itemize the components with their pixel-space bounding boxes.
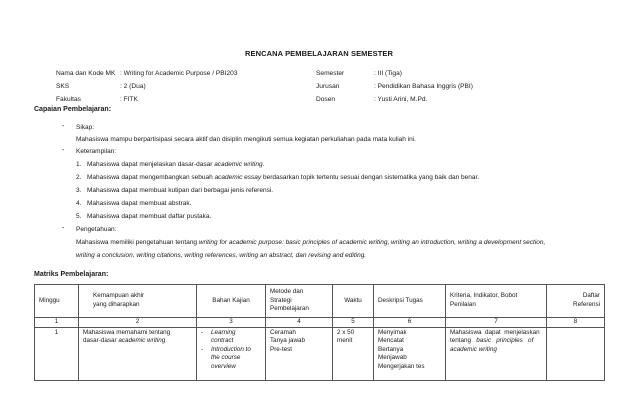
document-title: RENCANA PEMBELAJARAN SEMESTER xyxy=(244,49,394,58)
cell-text: 2 x 50 xyxy=(337,328,355,336)
info-value: : 2 (Dua) xyxy=(120,83,146,90)
cell-text-italic: Learning xyxy=(211,328,236,336)
cell-text: tentang xyxy=(450,337,477,345)
column-number: 7 xyxy=(446,318,547,328)
cell-material xyxy=(197,327,266,380)
col-header-task xyxy=(374,285,446,318)
table-header-row xyxy=(35,285,605,318)
header-text: Daftar xyxy=(582,292,600,300)
cell-time xyxy=(333,327,374,380)
header-text: Metode dan xyxy=(270,288,304,296)
cell-text-line xyxy=(450,337,542,346)
header-text: Strategi xyxy=(270,296,292,304)
column-number-row xyxy=(35,318,605,328)
col-header-method xyxy=(266,285,333,318)
info-label: Jurusan xyxy=(316,83,340,90)
header-text: Pembelajaran xyxy=(270,305,309,313)
col-header-material xyxy=(197,285,266,318)
skill-number: 3. xyxy=(76,187,82,194)
skill-text: Mahasiswa dapat mengembangkan sebuah xyxy=(87,174,215,181)
column-number: 4 xyxy=(266,318,333,328)
header-text: Waktu xyxy=(344,296,362,304)
info-row-faculty xyxy=(56,93,238,106)
bullet-dash: - xyxy=(62,147,65,154)
skill-item-1 xyxy=(87,161,264,168)
column-number: 1 xyxy=(35,318,79,328)
attitude-text: Mahasiswa mampu berpartisipasi secara aktif dan disiplin mengikuti semua kegiatan perkuliahan pada mata kuliah ini. xyxy=(76,136,416,143)
col-header-week xyxy=(35,285,79,318)
info-label: SKS xyxy=(56,83,70,90)
skill-item-3: Mahasiswa dapat membuat kutipan dari berbagai jenis referensi. xyxy=(87,187,274,194)
cell-task xyxy=(374,327,446,380)
header-text: Minggu xyxy=(39,296,60,304)
bullet-dash: - xyxy=(62,225,65,232)
cell-text: dasar-dasar xyxy=(83,337,119,345)
header-text: Bahan Kajian xyxy=(212,296,250,304)
cell-text: Mengerjakan tes xyxy=(378,362,425,370)
knowledge-text-line-2: writing a conclusion, writing citations, writing references, writing an abstract, dan revising and editing. xyxy=(76,252,367,259)
cell-text: Mahasiswa memahami tentang xyxy=(83,328,171,336)
col-header-ability xyxy=(79,285,197,318)
cell-text-italic: Introduction to xyxy=(211,345,251,353)
knowledge-label: Pengetahuan: xyxy=(76,226,117,233)
cell-text-line xyxy=(450,346,542,355)
column-number: 3 xyxy=(197,318,266,328)
info-value: : FITK xyxy=(120,96,138,103)
info-row-department xyxy=(316,80,473,93)
cell-text: Pre-test xyxy=(270,345,293,353)
cell-text-line xyxy=(83,337,192,346)
cell-text: Menjawab xyxy=(378,354,407,362)
col-header-time xyxy=(333,285,374,318)
list-item xyxy=(201,329,261,346)
cell-text-italic: basic principles of xyxy=(476,337,534,345)
col-header-criteria xyxy=(446,285,547,318)
column-number: 6 xyxy=(374,318,446,328)
col-header-references xyxy=(547,285,605,318)
cell-references xyxy=(547,327,605,380)
course-info-left xyxy=(56,67,238,106)
column-number: 8 xyxy=(547,318,605,328)
skill-text: Mahasiswa dapat menjelaskan dasar-dasar xyxy=(87,161,215,168)
skill-text-italic: academic essay xyxy=(214,174,262,181)
cell-text-italic: overview xyxy=(211,362,236,370)
cell-week: 1 xyxy=(35,327,79,380)
cell-ability xyxy=(79,327,197,380)
skill-number: 2. xyxy=(76,174,82,181)
skill-item-4: Mahasiswa dapat membuat abstrak. xyxy=(87,200,192,207)
cell-text-italic: the course xyxy=(211,354,241,362)
material-list xyxy=(201,329,261,372)
skill-number: 1. xyxy=(76,161,82,168)
cell-text: Menyimak xyxy=(378,328,407,336)
matrix-heading: Matriks Pembelajaran: xyxy=(34,271,109,278)
info-row-semester xyxy=(316,67,473,80)
skill-item-2 xyxy=(87,174,479,181)
info-label: Fakultas xyxy=(56,96,81,103)
cell-text-italic: academic writing xyxy=(450,345,497,353)
cell-text: Tanya jawab xyxy=(270,337,306,345)
info-label: Semester xyxy=(316,70,345,77)
header-text: Deskripsi Tugas xyxy=(378,296,423,304)
header-text: Referensi xyxy=(573,301,600,308)
attitude-label: Sikap: xyxy=(76,124,95,131)
column-number: 2 xyxy=(79,318,197,328)
skills-label: Keterampilan: xyxy=(76,148,117,155)
info-row-lecturer xyxy=(316,93,473,106)
skill-text: berdasarkan topik tertentu sesuai dengan sistematika yang baik dan benar. xyxy=(261,174,480,181)
learning-outcomes-heading: Capaian Pembelajaran: xyxy=(34,106,112,113)
cell-text: Mencatat xyxy=(378,337,404,345)
table-row xyxy=(35,327,605,380)
info-label: Dosen xyxy=(316,96,336,103)
info-value: : Yusti Arini, M.Pd. xyxy=(374,96,428,103)
cell-method xyxy=(266,327,333,380)
info-value: : Writing for Academic Purpose / PBI203 xyxy=(120,70,238,77)
course-info-right xyxy=(316,67,473,106)
skill-number: 5. xyxy=(76,213,82,220)
knowledge-text-italic: writing for academic purpose: basic principles of academic writing, writing an introduction, writing a development section, xyxy=(198,239,546,246)
header-text: yang diharapkan xyxy=(93,301,140,308)
info-label: Nama dan Kode MK xyxy=(56,70,116,77)
knowledge-text-line-1 xyxy=(76,239,545,246)
list-item xyxy=(201,346,261,372)
cell-text: Ceramah xyxy=(270,328,296,336)
header-text: Penilaian xyxy=(450,301,476,308)
learning-matrix-table xyxy=(34,284,605,381)
cell-text: Bertanya xyxy=(378,345,404,353)
info-value: : III (Tiga) xyxy=(374,70,402,77)
column-number: 5 xyxy=(333,318,374,328)
header-text: Kriteria, Indikator, Bobot xyxy=(450,292,518,300)
cell-text: Mahasiswa dapat menjelaskan xyxy=(450,328,540,336)
cell-criteria xyxy=(446,327,547,380)
header-text: Kemampuan akhir xyxy=(93,292,145,300)
bullet-dash: - xyxy=(62,123,65,130)
skill-item-5: Mahasiswa dapat membuat daftar pustaka. xyxy=(87,213,212,220)
info-value: : Pendidikan Bahasa Inggris (PBI) xyxy=(374,83,473,90)
cell-text-italic: academic writing xyxy=(118,337,166,345)
info-row-course-name xyxy=(56,67,238,80)
cell-text: menit xyxy=(337,337,353,345)
skill-number: 4. xyxy=(76,200,82,207)
info-row-sks xyxy=(56,80,238,93)
skill-text-italic: academic writing. xyxy=(214,161,265,168)
cell-text-italic: contract xyxy=(211,337,234,345)
knowledge-text: Mahasiswa memiliki pengetahuan tentang xyxy=(76,239,199,246)
